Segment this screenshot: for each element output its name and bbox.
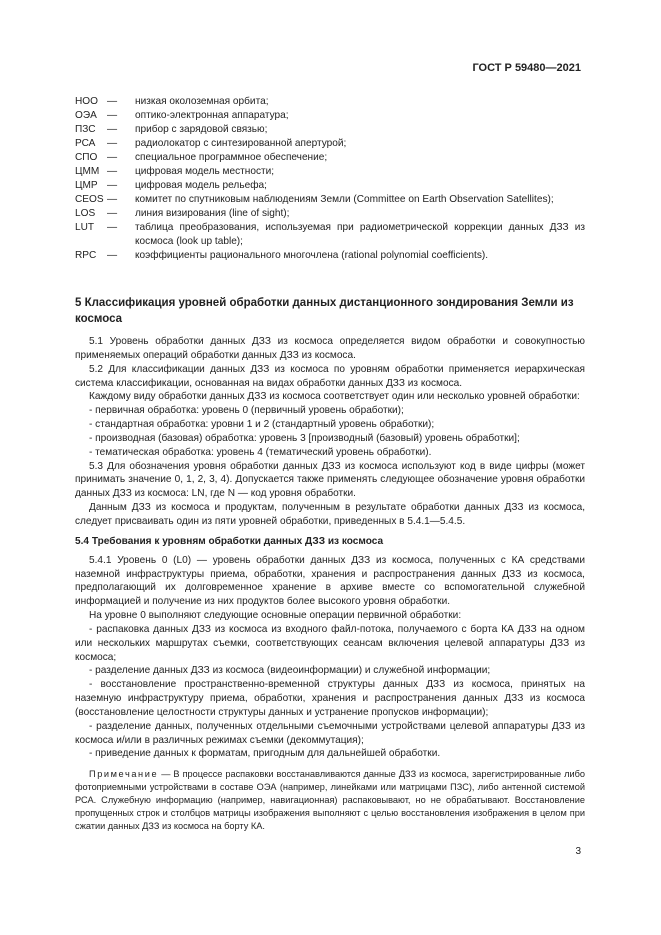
paragraph-5-2: 5.2 Для классификации данных ДЗЗ из космоса по уровням обработки применяется иерархическая система классификации, основанная на видах обработки данных ДЗЗ из космоса.	[75, 363, 585, 389]
abbreviation-definition: оптико-электронная аппаратура;	[135, 110, 289, 121]
paragraph-5-1: 5.1 Уровень обработки данных ДЗЗ из космоса определяется видом обработки и совокупностью применяемых операций обработки данных ДЗЗ из космоса.	[75, 336, 585, 361]
abbreviation-dash: —	[107, 194, 118, 205]
abbreviation-dash: —	[107, 138, 118, 149]
abbreviation-term: ПЗС	[75, 124, 96, 135]
abbreviation-term: LUT	[75, 222, 95, 233]
abbreviation-dash: —	[107, 250, 118, 261]
abbreviation-definition: линия визирования (line of sight);	[135, 208, 290, 219]
abbreviation-row	[75, 221, 585, 249]
standard-number: ГОСТ Р 59480—2021	[472, 62, 581, 74]
abbreviation-row	[75, 193, 585, 207]
list-item: - производная (базовая) обработка: уровень 3 [производный (базовый) уровень обработки];	[89, 432, 520, 444]
abbreviation-definition: коэффициенты рационального многочлена (rational polynomial coefficients).	[135, 250, 489, 261]
abbreviation-term: СПО	[75, 152, 98, 163]
abbreviation-row	[75, 123, 585, 137]
abbreviation-definition: низкая околоземная орбита;	[135, 96, 269, 107]
abbreviation-row	[75, 179, 585, 193]
paragraph-5-4-1: 5.4.1 Уровень 0 (L0) — уровень обработки данных ДЗЗ из космоса, полученных с КА средствами наземной инфраструктуры приема, обработки, хранения и распространения данных ДЗЗ из космоса, предполагающий их долговременное хранение в архиве вместе со вспомогательной служебной информацией и получение из них продуктов более высокого уровня обработки.	[75, 554, 585, 608]
abbreviation-row	[75, 207, 585, 221]
abbreviation-definition: цифровая модель местности;	[135, 166, 275, 177]
abbreviation-dash: —	[107, 110, 118, 121]
list-item: - первичная обработка: уровень 0 (первичный уровень обработки);	[89, 405, 404, 417]
note	[75, 768, 585, 833]
list-item: - разделение данных ДЗЗ из космоса (видеоинформации) и служебной информации;	[89, 665, 491, 677]
abbreviation-dash: —	[107, 96, 118, 107]
list-item: - разделение данных, полученных отдельными съемочными устройствами целевой аппаратуры ДЗЗ из космоса и/или в различных режимах съемки (декоммутация);	[75, 720, 585, 746]
page-number: 3	[575, 846, 581, 857]
abbreviation-definition: комитет по спутниковым наблюдениям Земли (Committee on Earth Observation Satellites);	[135, 194, 554, 205]
abbreviation-term: ЦММ	[75, 166, 100, 177]
paragraph-5-3: 5.3 Для обозначения уровня обработки данных ДЗЗ из космоса используют код в виде цифры (может принимать значение 0, 1, 2, 3, 4). Допускается также применять следующее обозначение уровня обработки данных ДЗЗ из космоса: LN, где N — код уровня обработки.	[75, 460, 585, 500]
abbreviation-row	[75, 137, 585, 151]
section-body	[75, 335, 585, 761]
abbreviation-term: РСА	[75, 138, 96, 149]
abbreviation-definition: прибор с зарядовой связью;	[135, 124, 268, 135]
list-item: - приведение данных к форматам, пригодным для дальнейшей обработки.	[89, 748, 441, 760]
abbreviation-term: CEOS	[75, 194, 104, 205]
abbreviation-term: ОЭА	[75, 110, 97, 121]
abbreviation-row	[75, 249, 585, 263]
abbreviation-dash: —	[107, 166, 118, 177]
abbreviation-term: НОО	[75, 96, 98, 107]
list-item: - стандартная обработка: уровни 1 и 2 (стандартный уровень обработки);	[89, 419, 435, 431]
note-label: Примечание	[89, 769, 159, 779]
paragraph-levels-assign: Данным ДЗЗ из космоса и продуктам, полученным в результате обработки данных ДЗЗ из космоса, следует присваивать один из пяти уровней обработки, приведенных в 5.4.1—5.4.5.	[75, 502, 585, 527]
abbreviation-dash: —	[107, 152, 118, 163]
list-item: - распаковка данных ДЗЗ из космоса из входного файл-потока, получаемого с борта КА ДЗЗ на одном или нескольких маршрутах съемки, соответствующих сеансам включения целевой аппаратуры ДЗЗ из космоса;	[75, 623, 585, 663]
subsection-title: 5.4 Требования к уровням обработки данных ДЗЗ из космоса	[75, 535, 384, 547]
abbreviation-row	[75, 95, 585, 109]
paragraph-level0-ops: На уровне 0 выполняют следующие основные операции первичной обработки:	[89, 610, 462, 622]
abbreviation-term: ЦМР	[75, 180, 98, 191]
abbreviation-dash: —	[107, 208, 118, 219]
list-item: - тематическая обработка: уровень 4 (тематический уровень обработки).	[89, 446, 432, 458]
abbreviation-term: LOS	[75, 208, 96, 219]
abbreviation-row	[75, 165, 585, 179]
abbreviation-definition: специальное программное обеспечение;	[135, 152, 328, 163]
abbreviation-definition: цифровая модель рельефа;	[135, 180, 267, 191]
paragraph-levels-intro: Каждому виду обработки данных ДЗЗ из космоса соответствует один или несколько уровней обработки:	[89, 391, 580, 403]
abbreviation-dash: —	[107, 180, 118, 191]
abbreviation-definition: радиолокатор с синтезированной апертурой;	[135, 138, 347, 149]
abbreviation-dash: —	[107, 124, 118, 135]
abbreviation-row	[75, 151, 585, 165]
abbreviation-definition: таблица преобразования, используемая при радиометрической коррекции данных ДЗЗ из космоса (look up table);	[135, 222, 585, 247]
abbreviation-term: RPC	[75, 250, 97, 261]
section-title: 5 Классификация уровней обработки данных дистанционного зондирования Земли из космоса	[75, 297, 574, 325]
note-text: — В процессе распаковки восстанавливаются данные ДЗЗ из космоса, зарегистрированные либо фотоприемными устройствами в составе ОЭА (например, линейками или матрицами ПЗС), либо антенной системой РСА. Служебную информацию (например, навигационная) распаковывают, но не обрабатывают. Восстановление пропущенных строк и столбцов матрицы изображения выполняют с целью восстановления изображения в целом при сжатии данных ДЗЗ из космоса на борту КА.	[75, 769, 585, 832]
abbreviation-list	[75, 95, 585, 263]
list-item: - восстановление пространственно-временной структуры данных ДЗЗ из космоса, принятых на наземную инфраструктуру приема, обработки, хранения и распространения данных ДЗЗ из космоса (восстановление целостности структуры данных и устранение пропусков информации);	[75, 679, 585, 718]
abbreviation-dash: —	[107, 222, 118, 233]
abbreviation-row	[75, 109, 585, 123]
